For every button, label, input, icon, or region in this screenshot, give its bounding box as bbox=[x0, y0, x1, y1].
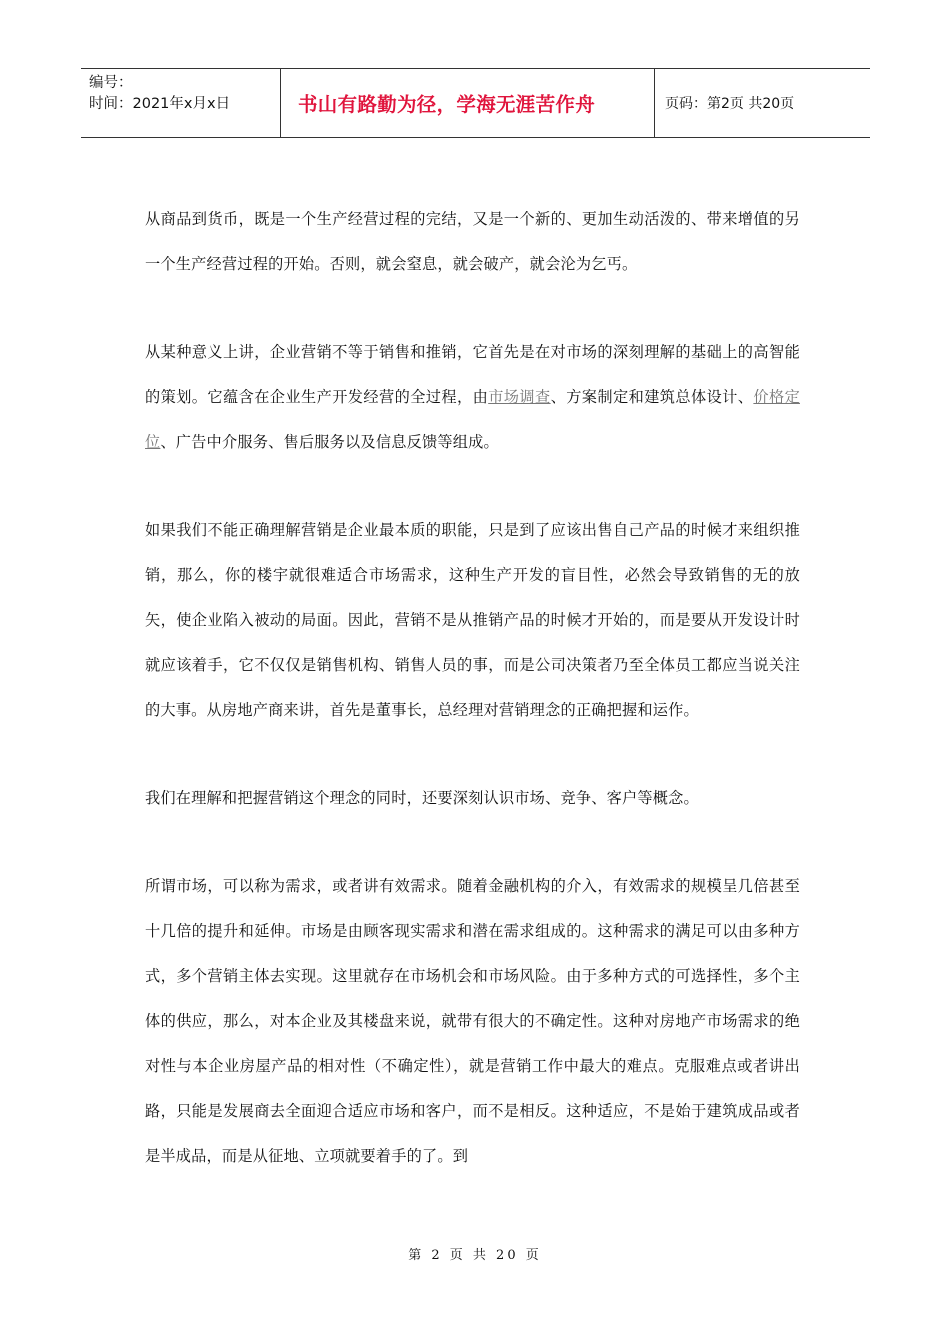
document-number-label: 编号： bbox=[89, 75, 133, 91]
pricing-link[interactable]: 价格定位 bbox=[145, 388, 800, 451]
paragraph-2-text-a: 从某种意义上讲，企业营销不等于销售和推销，它首先是在对市场的深刻理解的基础上的高智能的策划。它蕴含在企业生产开发经营的全过程，由 bbox=[145, 343, 800, 406]
header-motto-cell bbox=[281, 69, 655, 137]
header-page-info: 页码：第2页 共20页 bbox=[665, 96, 795, 112]
paragraph-5 bbox=[145, 864, 800, 1179]
paragraph-2-text-b: 、方案制定和建筑总体设计、 bbox=[550, 388, 754, 406]
paragraph-1 bbox=[145, 197, 800, 287]
paragraph-2 bbox=[145, 330, 800, 465]
page-footer: 第 2 页 共 20 页 bbox=[408, 1248, 542, 1263]
document-date-label: 时间：2021年x月x日 bbox=[89, 96, 231, 112]
paragraph-1-text: 从商品到货币，既是一个生产经营过程的完结，又是一个新的、更加生动活泼的、带来增值的另一个生产经营过程的开始。否则，就会窒息，就会破产，就会沦为乞丐。 bbox=[145, 210, 800, 273]
market-research-link[interactable]: 市场调查 bbox=[488, 388, 551, 406]
document-body bbox=[145, 197, 800, 1222]
paragraph-4-text: 我们在理解和把握营销这个理念的同时，还要深刻认识市场、竞争、客户等概念。 bbox=[145, 789, 699, 807]
paragraph-3-text: 如果我们不能正确理解营销是企业最本质的职能，只是到了应该出售自己产品的时候才来组织推销，那么，你的楼宇就很难适合市场需求，这种生产开发的盲目性，必然会导致销售的无的放矢，使企业陷入被动的局面。因此，营销不是从推销产品的时候才开始的，而是要从开发设计时就应该着手，它不仅仅是销售机构、销售人员的事，而是公司决策者乃至全体员工都应当说关注的大事。从房地产商来讲，首先是董事长，总经理对营销理念的正确把握和运作。 bbox=[145, 521, 800, 719]
page-header bbox=[81, 68, 870, 138]
paragraph-4 bbox=[145, 776, 800, 821]
paragraph-5-text: 所谓市场，可以称为需求，或者讲有效需求。随着金融机构的介入，有效需求的规模呈几倍甚至十几倍的提升和延伸。市场是由顾客现实需求和潜在需求组成的。这种需求的满足可以由多种方式，多个营销主体去实现。这里就存在市场机会和市场风险。由于多种方式的可选择性，多个主体的供应，那么，对本企业及其楼盘来说，就带有很大的不确定性。这种对房地产市场需求的绝对性与本企业房屋产品的相对性（不确定性），就是营销工作中最大的难点。克服难点或者讲出路，只能是发展商去全面迎合适应市场和客户，而不是相反。这种适应，不是始于建筑成品或者是半成品，而是从征地、立项就要着手的了。到 bbox=[145, 877, 800, 1165]
paragraph-3 bbox=[145, 508, 800, 733]
paragraph-2-text-c: 、广告中介服务、售后服务以及信息反馈等组成。 bbox=[160, 433, 499, 451]
header-meta bbox=[81, 69, 281, 137]
header-motto: 书山有路勤为径，学海无涯苦作舟 bbox=[298, 93, 596, 116]
